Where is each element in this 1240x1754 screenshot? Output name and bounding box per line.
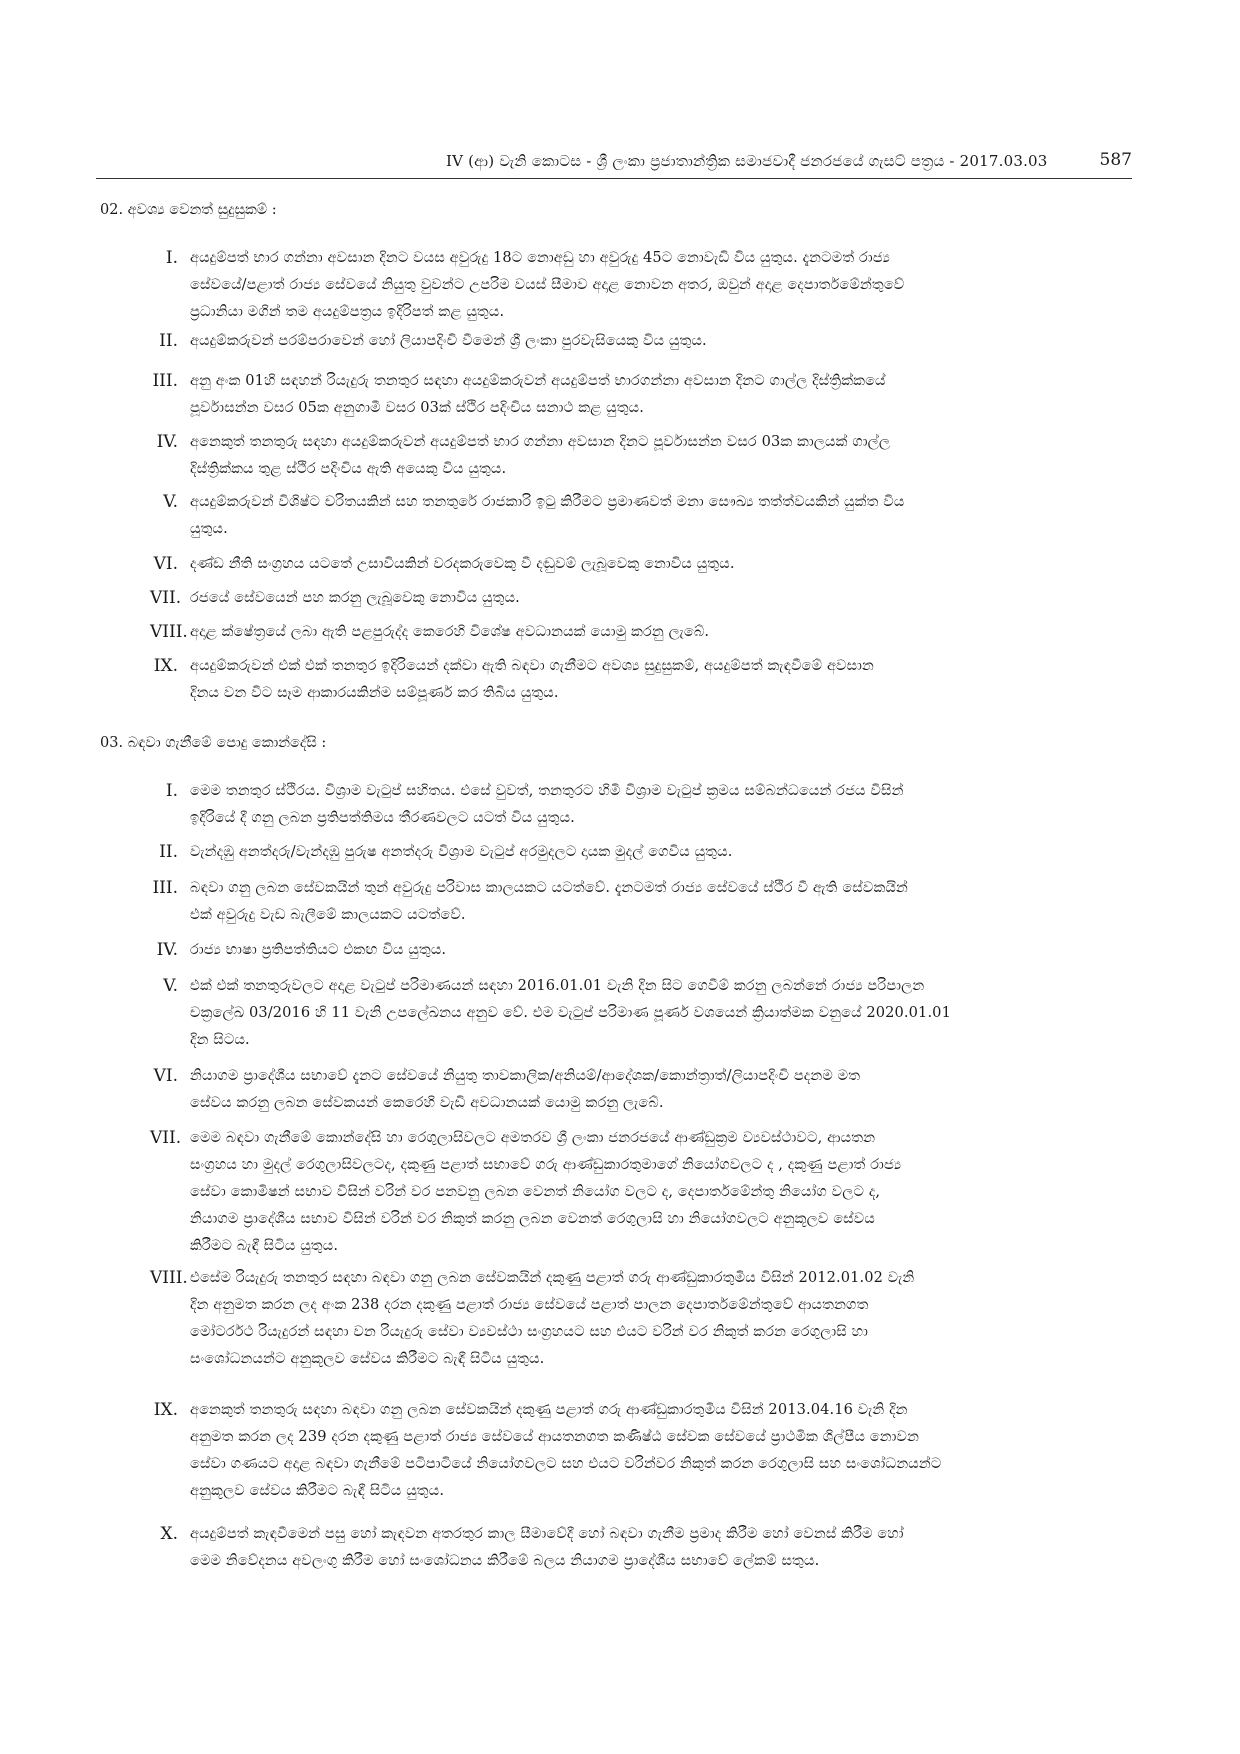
item-text: අනු අංක 01හි සඳහන් රියැදුරු තනතුර සඳහා අයදුම්කරුවන් අයදුම්පත් භාරගන්නා අවසාන දිනට ගාල්ල දිස්ත්‍රික්කයේ පූර්වාසන්න වසර 05ක අනුගාමී වසර 03ක් ස්ථිර පදිංචිය සනාථ කළ යුතුය. <box>190 372 886 416</box>
item-numeral: V. <box>163 492 178 512</box>
item-text: මෙම තනතුර ස්ථිරය. විශ්‍රාම වැටුප් සහිතය. එසේ වුවත්, තනතුරට හිමි විශ්‍රාම වැටුප් ක්‍රමය සම්බන්ධයෙන් රජය විසින් ඉදිරියේ දී ගනු ලබන ප්‍රතිපත්තිමය තීරණවලට යටත් විය යුතුය. <box>190 782 904 826</box>
item-text: නියාගම ප්‍රාදේශීය සභාවේ දැනට සේවයේ නියුතු තාවකාලික/අනියම්/ආදේශක/කොන්ත්‍රාත්/ලියාපදිංචි පදනම මත සේවය කරනු ලබන සේවකයන් කෙරෙහි වැඩි අවධානයක් යොමු කරනු ලැබේ. <box>190 1067 861 1111</box>
item-numeral: V. <box>163 976 178 996</box>
item-numeral: II. <box>159 331 178 351</box>
item-numeral: IV. <box>156 432 178 452</box>
item-numeral: I. <box>165 781 178 801</box>
item-text: අයදුම්කරුවන් එක් එක් තනතුර ඉදිරියෙන් දක්වා ඇති බඳවා ගැනීමට අවශ්‍ය සුදුසුකම්, අයදුම්පත් කැඳවීමේ අවසාන දිනය වන විට සෑම ආකාරයකින්ම සම්පූර්ණ කර තිබිය යුතුය. <box>190 657 874 701</box>
item-text: වැන්දඹු අනත්දරු/වැන්දඹු පුරුෂ අනත්දරු විශ්‍රාම වැටුප් අරමුදලට දායක මුදල් ගෙවිය යුතුය. <box>190 843 733 860</box>
item-text: අයදුම්පත් කැඳවීමෙන් පසු හෝ කැඳවන අතරතුර කාල සීමාවේදී හෝ බඳවා ගැනීම ප්‍රමාද කිරීම හෝ වෙනස් කිරීම හෝ මෙම නිවේදනය අවලංගු කිරීම හෝ සංශෝධනය කිරීමේ බලය නියාගම ප්‍රාදේශීය සභාවේ ලේකම් සතුය. <box>190 1525 904 1569</box>
item-text: දණ්ඩ නීති සංග්‍රහය යටතේ උසාවියකින් වරදකරුවෙකු වී දඬුවම් ලැබූවෙකු නොවිය යුතුය. <box>190 555 735 572</box>
item-numeral: II. <box>159 842 178 862</box>
header-title: IV (ආ) වැනි කොටස - ශ්‍රී ලංකා ප්‍රජාතාන්ත්‍රික සමාජවාදී ජනරජයේ ගැසට් පත්‍රය - 2017.03.03 <box>446 152 1048 170</box>
item-text: අයදුම්පත් භාර ගන්නා අවසාන දිනට වයස අවුරුදු 18ට නොඅඩු හා අවුරුදු 45ට නොවැඩි විය යුතුය. දැනටමත් රාජ්‍ය සේවයේ/පළාත් රාජ්‍ය සේවයේ නියුතු වුවන්ට උපරිම වයස් සීමාව අදාළ නොවන අතර, ඔවුන් අදාළ දෙපාර්තමේන්තුවේ ප්‍රධානියා මගින් තම අයදුම්පත්‍රය ඉදිරිපත් කළ යුතුය. <box>190 249 905 320</box>
item-numeral: VI. <box>153 554 178 574</box>
item-numeral: X. <box>160 1524 178 1544</box>
item-numeral: VI. <box>153 1066 178 1086</box>
item-text: එසේම රියැදුරු තනතුර සඳහා බඳවා ගනු ලබන සේවකයින් දකුණු පළාත් ගරු ආණ්ඩුකාරතුමිය විසින් 2012.01.02 වැනි දින අනුමත කරන ලද අංක 238 දරන දකුණු පළාත් රාජ්‍ය සේවයේ පළාත් පාලන දෙපාර්තමේන්තුවේ ආයතනගත මෝටර්රථ රියැදුරන් සඳහා වන රියැදුරු සේවා ව්‍යවස්ථා සංග්‍රහයට සහ එයට වරින් වර නිකුත් කරන රෙගුලාසි හා සංශෝධනයන්ට අනුකූලව සේවය කිරීමට බැඳී සිටිය යුතුය. <box>190 1269 915 1367</box>
item-text: රජයේ සේවයෙන් පහ කරනු ලැබූවෙකු නොවිය යුතුය. <box>190 589 520 606</box>
section-title-03: 03. බඳවා ගැනීමේ පොදු කොන්දේසි : <box>100 735 327 751</box>
item-numeral: VIII. <box>150 1268 188 1288</box>
item-numeral: III. <box>152 878 178 898</box>
item-numeral: VII. <box>150 1128 182 1148</box>
item-numeral: IV. <box>156 940 178 960</box>
section-title-02: 02. අවශ්‍ය වෙනත් සුදුසුකම් : <box>100 202 277 218</box>
page-number: 587 <box>1099 150 1132 170</box>
item-text: මෙම බඳවා ගැනීමේ කොන්දේසි හා රෙගුලාසිවලට අමතරව ශ්‍රී ලංකා ජනරජයේ ආණ්ඩුක්‍රම ව්‍යවස්ථාවට, ආයතන සංග්‍රහය හා මුදල් රෙගුලාසිවලටද, දකුණු පළාත් සභාවේ ගරු ආණ්ඩුකාරතුමාගේ නියෝගවලට ද , දකුණු පළාත් රාජ්‍ය සේවා කොමිෂන් සභාව විසින් වරින් වර පනවනු ලබන වෙනත් නියෝග වලට ද, දෙපාර්තමේන්තු නියෝග වලට ද, නියාගම ප්‍රාදේශීය සභාව විසින් වරින් වර නිකුත් කරනු ලබන වෙනත් රෙගුලාසි හා නියෝගවලට අනුකූලව සේවය කිරීමට බැඳී සිටිය යුතුය. <box>190 1129 902 1254</box>
item-numeral: IX. <box>153 1400 178 1420</box>
item-text: එක් එක් තනතුරුවලට අදාළ වැටුප් පරිමාණයන් සඳහා 2016.01.01 වැනි දින සිට ගෙවීම් කරනු ලබන්නේ රාජ්‍ය පරිපාලන චක්‍රලේඛ 03/2016 හි 11 වැනි උපලේඛනය අනුව වේ. එම වැටුප් පරිමාණ පූර්ණ වශයෙන් ක්‍රියාත්මක වනුයේ 2020.01.01 දින සිටය. <box>190 977 951 1048</box>
item-numeral: I. <box>165 248 178 268</box>
item-text: අයදුම්කරුවන් විශිෂ්ට චරිතයකින් සහ තනතුරේ රාජකාරි ඉටු කිරීමට ප්‍රමාණවත් මනා සෞඛ්‍ය තත්ත්වයකින් යුක්ත විය යුතුය. <box>190 493 905 537</box>
item-numeral: VII. <box>150 588 182 608</box>
item-text: අදාළ ක්ෂේත්‍රයේ ලබා ඇති පළපුරුද්ද කෙරෙහි විශේෂ අවධානයක් යොමු කරනු ලැබේ. <box>190 623 710 640</box>
item-text: රාජ්‍ය භාෂා ප්‍රතිපත්තියට එකඟ විය යුතුය. <box>190 941 447 958</box>
item-numeral: VIII. <box>150 622 188 642</box>
page-header <box>96 114 1132 179</box>
item-numeral: IX. <box>153 656 178 676</box>
item-text: අයදුම්කරුවන් පරම්පරාවෙන් හෝ ලියාපදිංචි වීමෙන් ශ්‍රී ලංකා පුරවැසියෙකු විය යුතුය. <box>190 332 707 349</box>
item-text: අනෙකුත් තනතුරු සඳහා අයදුම්කරුවන් අයදුම්පත් භාර ගන්නා අවසාන දිනට පූර්වාසන්න වසර 03ක කාලයක් ගාල්ල දිස්ත්‍රික්කය තුළ ස්ථිර පදිංචිය ඇති අයෙකු විය යුතුය. <box>190 433 891 477</box>
item-numeral: III. <box>152 371 178 391</box>
item-text: අනෙකුත් තනතුරු සඳහා බඳවා ගනු ලබන සේවකයින් දකුණු පළාත් ගරු ආණ්ඩුකාරතුමිය විසින් 2013.04.16 වැනි දින අනුමත කරන ලද 239 දරන දකුණු පළාත් රාජ්‍ය සේවයේ ආයතනගත කණිෂ්ඨ සේවක සේවයේ ප්‍රාථමික ශිල්පීය නොවන සේවා ගණයට අදාළ බඳවා ගැනීමේ පටිපාටියේ නියෝගවලට සහ එයට වරින්වර නිකුත් කරන රෙගුලාසි සහ සංශෝධනයන්ට අනුකූලව සේවය කිරීමට බැඳී සිටිය යුතුය. <box>190 1401 942 1499</box>
item-text: බඳවා ගනු ලබන සේවකයින් තුන් අවුරුදු පරිවාස කාලයකට යටත්වේ. දැනටමත් රාජ්‍ය සේවයේ ස්ථිර වී ඇති සේවකයින් එක් අවුරුදු වැඩ බැලීමේ කාලයකට යටත්වේ. <box>190 879 908 923</box>
